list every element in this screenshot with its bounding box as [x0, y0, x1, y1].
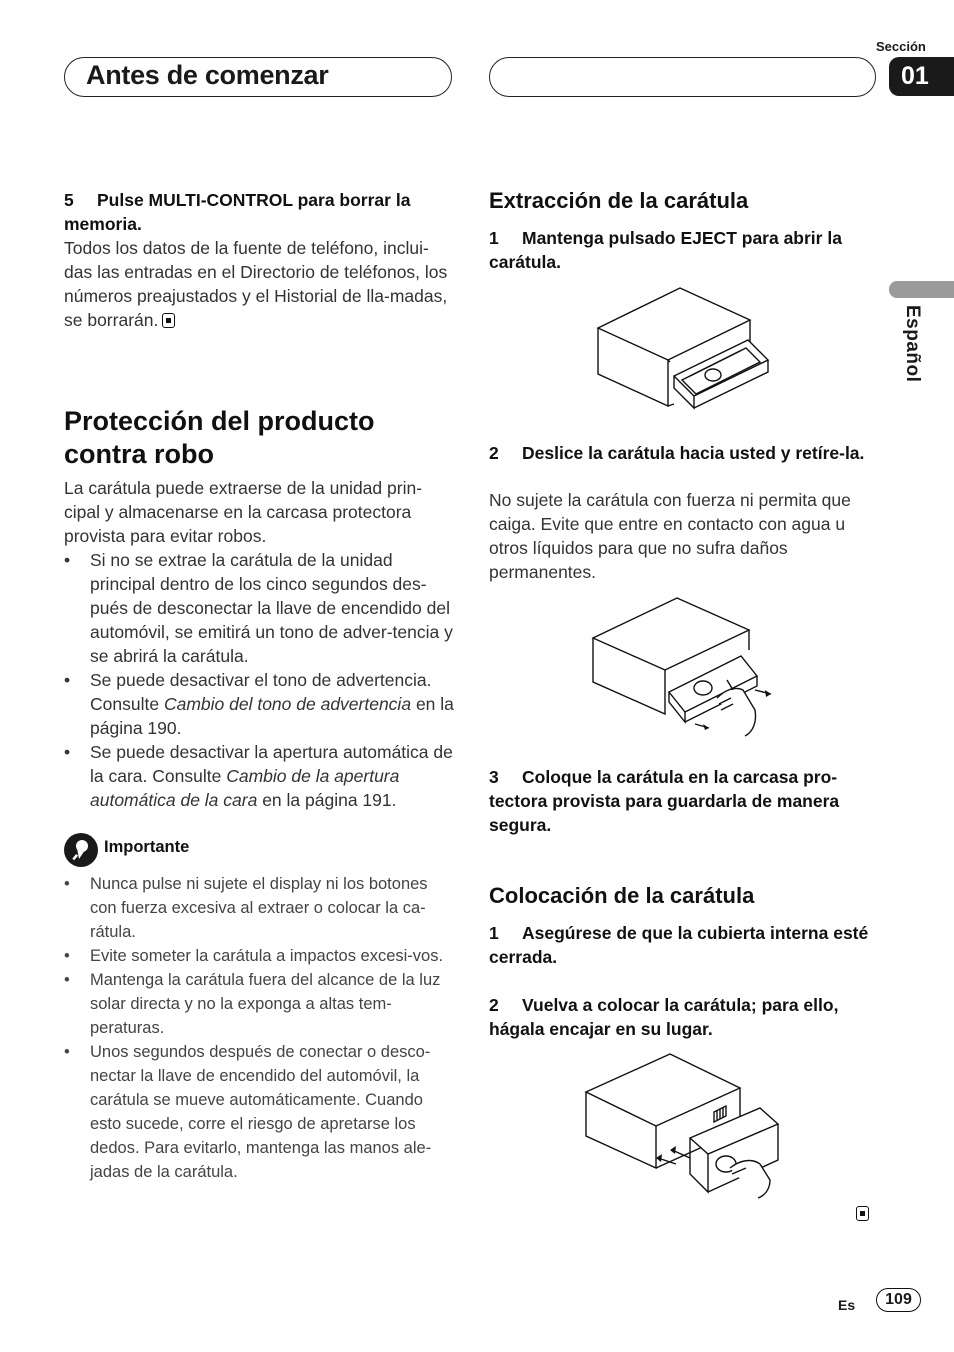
end-mark-icon [856, 1206, 869, 1221]
illustration-attach [580, 1050, 785, 1200]
illustration-eject [590, 284, 775, 414]
list-item: • Se puede desactivar el tono de advertencia. Consulte Cambio del tono de advertencia en la página 190. [64, 668, 454, 740]
cross-reference: Cambio de la apertura automática de la cara [90, 766, 400, 810]
important-icon [64, 833, 98, 867]
language-label: Español [902, 305, 923, 383]
step-number: 1 [489, 228, 499, 248]
attach-step-1 [489, 921, 874, 969]
list-item: • Unos segundos después de conectar o desco-nectar la llave de encendido del automóvil, la carátula se mueve automáticamente. Cuando esto sucede, corre el riesgo de apretarse los dedos. Para evitarlo, mantenga las manos ale-jadas de la carátula. [64, 1040, 454, 1184]
step-5-body-text: Todos los datos de la fuente de teléfono, inclui-das las entradas en el Directorio de teléfonos, los números preajustados y el Historial de lla-madas, se borrarán. [64, 238, 448, 330]
attach-step-2 [489, 993, 874, 1041]
extract-step-3 [489, 765, 874, 837]
list-item: • Si no se extrae la carátula de la unidad principal dentro de los cinco segundos des-pués de desconectar la llave de encendido del automóvil, se emitirá un tono de adver-tencia y se abrirá la carátula. [64, 548, 454, 668]
list-item: • Se puede desactivar la apertura automática de la cara. Consulte Cambio de la apertura automática de la cara en la página 191. [64, 740, 454, 812]
theft-bullets [64, 548, 454, 812]
illustration-remove [585, 594, 780, 739]
step-text: Coloque la carátula en la carcasa pro-tectora provista para guardarla de manera segura. [489, 767, 840, 835]
page-title: Antes de comenzar [86, 60, 329, 90]
list-item: • Nunca pulse ni sujete el display ni los botones con fuerza excesiva al extraer o colocar la ca-rátula. [64, 872, 454, 944]
step-text: Mantenga pulsado EJECT para abrir la carátula. [489, 228, 842, 272]
step-number: 5 [64, 190, 74, 210]
extract-step-2 [489, 441, 874, 465]
extract-step-2-body: No sujete la carátula con fuerza ni permita que caiga. Evite que entre en contacto con agua u otros líquidos para que no sufra daños permanentes. [489, 490, 851, 582]
step-number: 2 [489, 443, 499, 463]
step-5-body [64, 236, 454, 332]
cross-reference: Cambio del tono de advertencia [163, 694, 412, 714]
header-blank-pill [489, 57, 876, 97]
language-tab-bar [889, 281, 954, 298]
step-number: 1 [489, 923, 499, 943]
heading-attach: Colocación de la carátula [489, 883, 755, 908]
end-mark-icon [162, 313, 175, 328]
section-number-badge: 01 [889, 57, 954, 96]
list-item: • Evite someter la carátula a impactos excesi-vos. [64, 944, 454, 968]
section-label: Sección [876, 39, 926, 54]
step-number: 3 [489, 767, 499, 787]
important-list [64, 872, 454, 1184]
step-text: Vuelva a colocar la carátula; para ello, hágala encajar en su lugar. [489, 995, 839, 1039]
page-number: 109 [876, 1288, 921, 1312]
step-number: 2 [489, 995, 499, 1015]
theft-intro: La carátula puede extraerse de la unidad prin-cipal y almacenarse en la carcasa protectora provista para evitar robos. [64, 478, 423, 546]
step-text: Deslice la carátula hacia usted y retíre-la. [522, 443, 865, 463]
important-label: Importante [104, 838, 190, 856]
section-heading-theft: Protección del producto contra robo [64, 406, 375, 469]
step-5 [64, 188, 454, 236]
step-text: Pulse MULTI-CONTROL para borrar la memoria. [64, 190, 411, 234]
left-column [64, 188, 454, 812]
language-code: Es [838, 1297, 856, 1313]
extract-step-1 [489, 226, 874, 274]
step-text: Asegúrese de que la cubierta interna esté cerrada. [489, 923, 869, 967]
heading-extraction: Extracción de la carátula [489, 188, 749, 213]
list-item: • Mantenga la carátula fuera del alcance de la luz solar directa y no la exponga a altas tem-peraturas. [64, 968, 454, 1040]
